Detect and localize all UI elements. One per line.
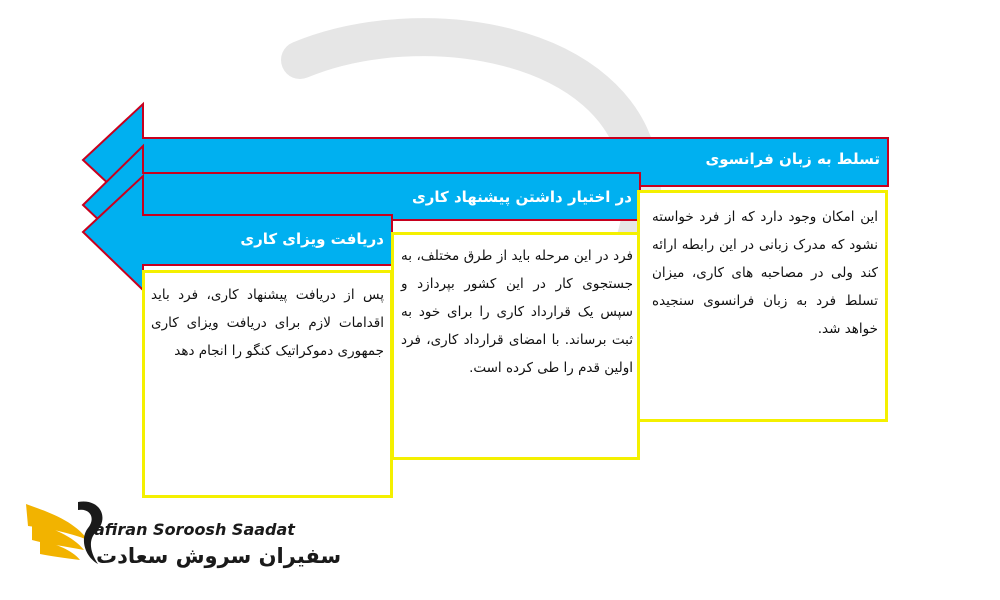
brand-logo <box>18 492 342 582</box>
step-1-title: تسلط به زبان فرانسوی <box>705 150 880 168</box>
brand-name-en: afiran Soroosh Saadat <box>94 520 295 539</box>
step-3-title: دریافت ویزای کاری <box>240 230 384 248</box>
step-3-text: پس از دریافت پیشنهاد کاری، فرد باید اقدامات لازم برای دریافت ویزای کاری جمهوری دموکراتیک کنگو را انجام دهد <box>151 287 384 359</box>
step-2-title: در اختیار داشتن پیشنهاد کاری <box>411 188 632 206</box>
brand-name-fa: سفیران سروش سعادت <box>96 544 342 568</box>
step-2-text: فرد در این مرحله باید از طرق مختلف، به جستجوی کار در این کشور بپردازد و سپس یک قرارداد کاری را برای خود به ثبت برساند. با امضای قرارداد کاری، فرد اولین قدم را طی کرده است. <box>401 248 633 376</box>
step-1-text: این امکان وجود دارد که از فرد خواسته نشود که مدرک زبانی در این رابطه ارائه کند ولی در مصاحبه های کاری، میزان تسلط فرد به زبان فرانسوی سنجیده خواهد شد. <box>652 209 878 337</box>
